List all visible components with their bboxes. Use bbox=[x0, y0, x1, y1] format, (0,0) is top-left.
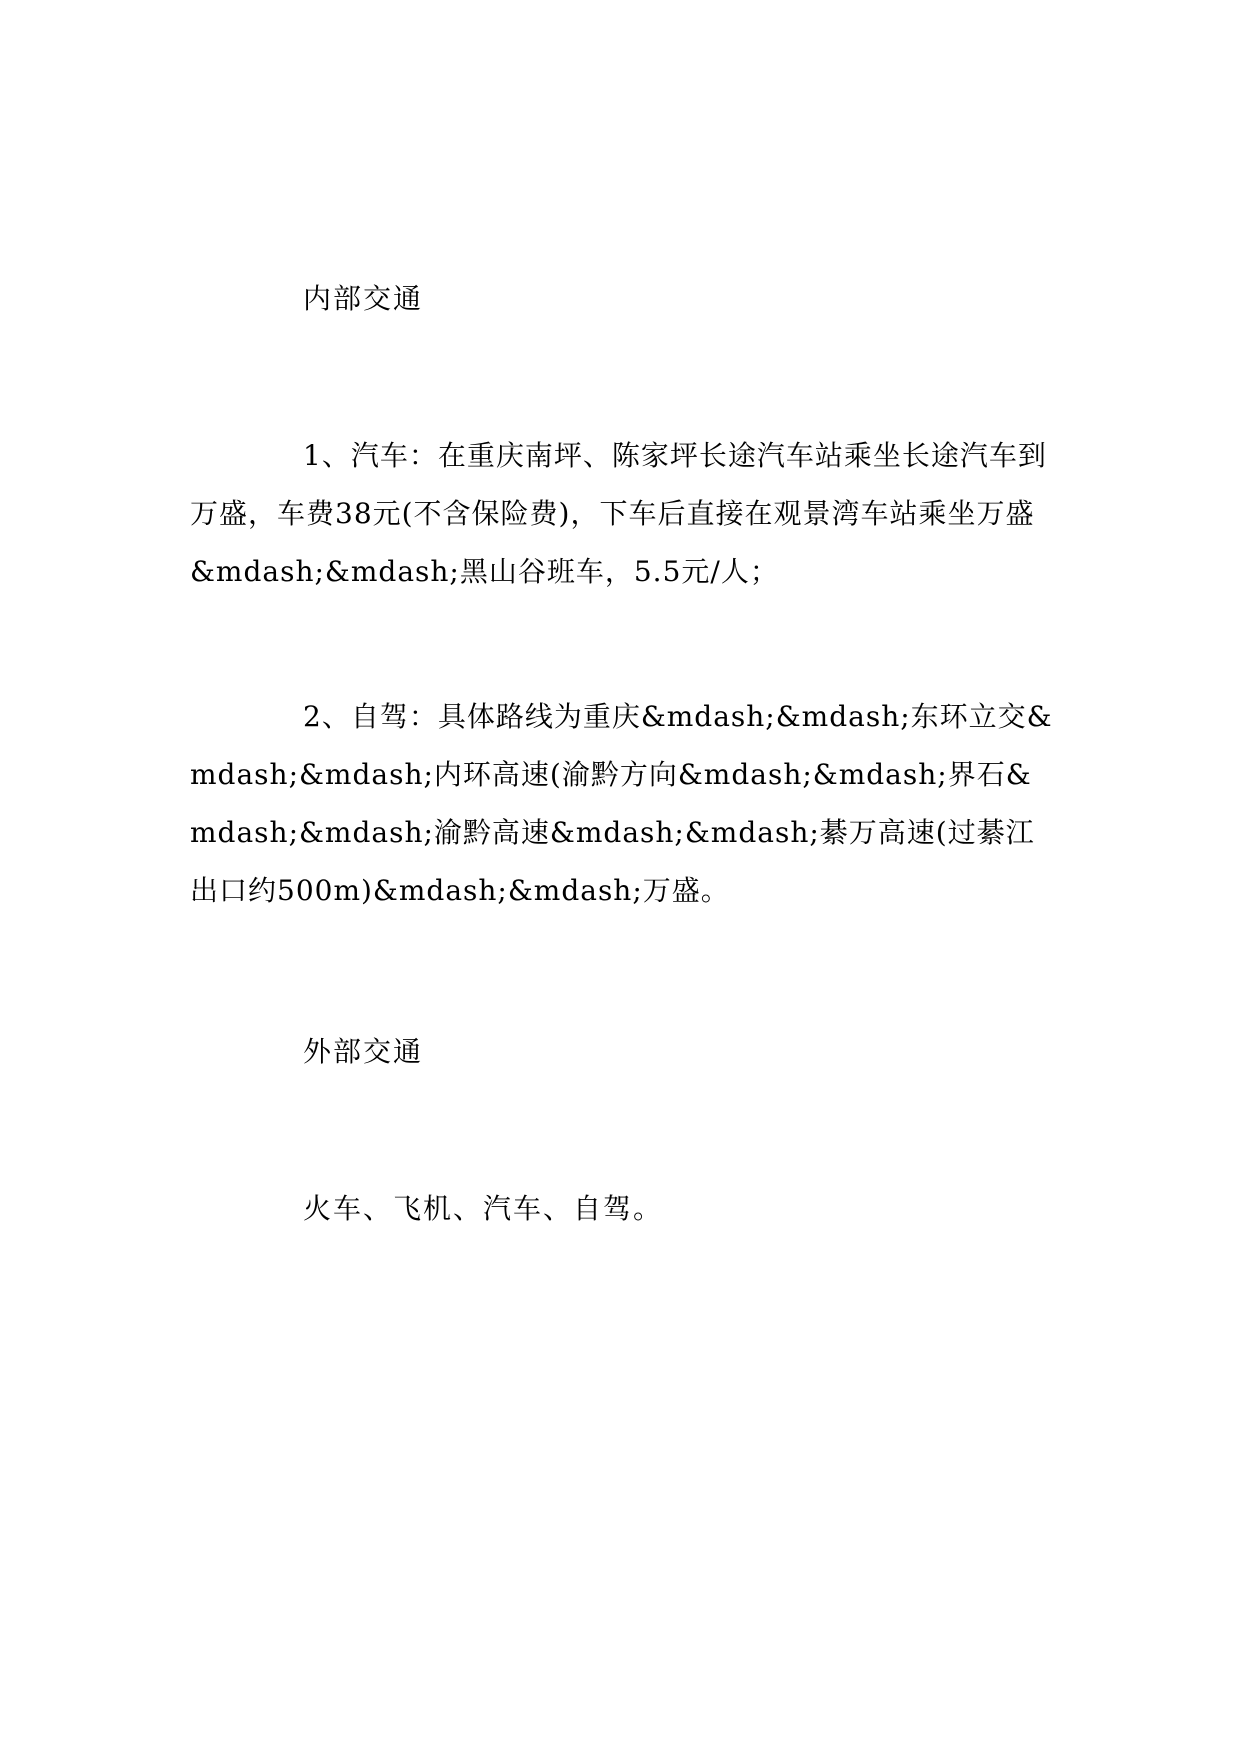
paragraph-external-modes: 火车、飞机、汽车、自驾。 bbox=[303, 1192, 664, 1225]
heading-internal-transport: 内部交通 bbox=[303, 282, 424, 315]
heading-external-transport: 外部交通 bbox=[303, 1035, 424, 1068]
paragraph-bus-route: 1、汽车：在重庆南坪、陈家坪长途汽车站乘坐长途汽车到万盛，车费38元(不含保险费)，下车后直接在观景湾车站乘坐万盛&mdash;&mdash;黑山谷班车，5.5元/人； bbox=[190, 439, 1047, 588]
paragraph-self-drive-route: 2、自驾：具体路线为重庆&mdash;&mdash;东环立交&mdash;&mdash;内环高速(渝黔方向&mdash;&mdash;界石&mdash;&mdash;渝黔高速&mdash;&mdash;綦万高速(过綦江出口约500m)&mdash;&mdash;万盛。 bbox=[190, 700, 1053, 907]
